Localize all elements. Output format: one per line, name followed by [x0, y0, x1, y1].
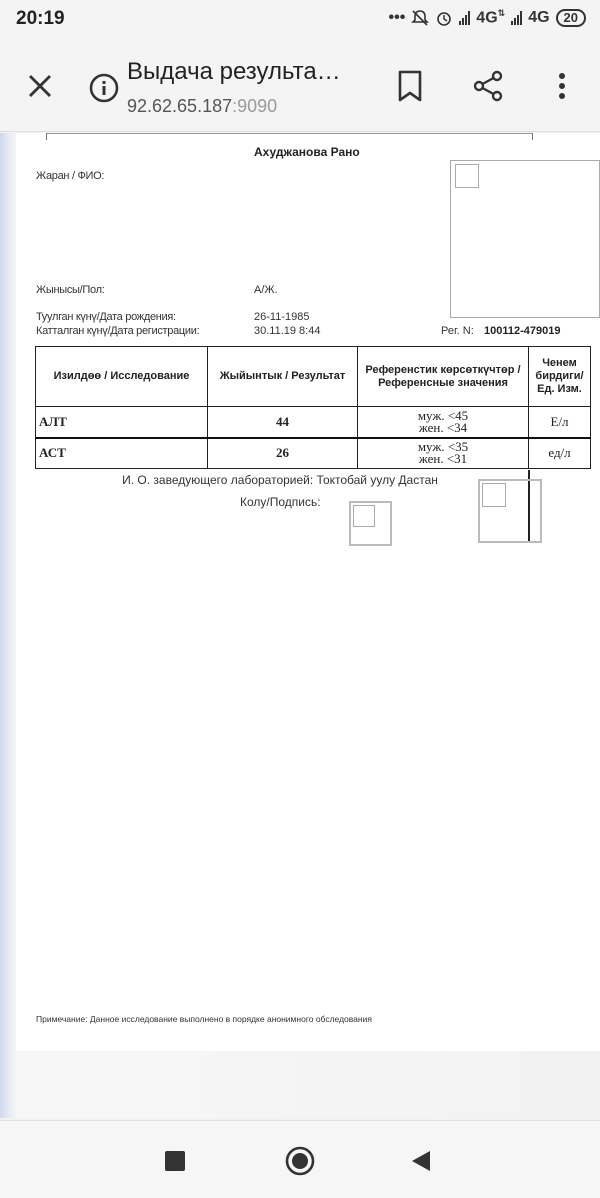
birth-date-value: 26-11-1985 — [254, 311, 310, 323]
browser-toolbar — [0, 40, 600, 132]
rule-tick — [46, 133, 47, 140]
signature-label: Колу/Подпись: — [240, 495, 321, 509]
status-icons — [388, 8, 586, 27]
table-row — [36, 407, 591, 438]
registration-date-label: Катталган күнү/Дата регистрации: — [36, 325, 200, 337]
registration-number-label: Рег. N: — [441, 325, 474, 337]
reference-male: муж. <45 — [417, 407, 469, 423]
results-table — [35, 346, 591, 469]
share-icon — [470, 68, 506, 104]
signal-icon-2 — [511, 11, 522, 25]
bookmark-button[interactable] — [394, 68, 426, 104]
registration-number-value: 100112-479019 — [484, 325, 561, 337]
test-name: АСТ — [36, 438, 208, 469]
birth-date-label: Туулган күнү/Дата рождения: — [36, 311, 176, 323]
test-reference — [358, 407, 529, 438]
test-reference — [358, 438, 529, 469]
broken-image-icon — [353, 505, 375, 527]
site-info-button[interactable] — [88, 72, 120, 104]
system-nav-bar — [0, 1120, 600, 1198]
results-header-row — [36, 347, 591, 407]
broken-image-icon — [482, 483, 506, 507]
document-top-rule — [46, 133, 532, 134]
registration-date-value: 30.11.19 8:44 — [254, 325, 321, 337]
photo-placeholder — [450, 160, 600, 318]
sex-label: Жынысы/Пол: — [36, 284, 105, 296]
reference-female: жен. <34 — [418, 419, 468, 435]
reference-female: жен. <31 — [418, 451, 468, 467]
header-unit: Ченем бирдиги/ Ед. Изм. — [529, 347, 591, 407]
document-note: Примечание: Данное исследование выполнено в порядке анонимного обследования — [36, 1014, 372, 1024]
home-icon[interactable] — [284, 1145, 316, 1177]
patient-name: Ахуджанова Рано — [254, 145, 360, 159]
test-result: 44 — [208, 407, 358, 438]
test-name: АЛТ — [36, 407, 208, 438]
recent-apps-icon[interactable] — [165, 1151, 185, 1171]
alarm-icon — [435, 9, 453, 27]
status-time: 20:19 — [16, 8, 65, 29]
battery-icon: 20 — [556, 9, 586, 27]
broken-image-icon — [455, 164, 479, 188]
info-icon — [88, 72, 120, 104]
share-button[interactable] — [470, 68, 506, 104]
fio-label: Жаран / ФИО: — [36, 170, 105, 182]
stamp-image-placeholder — [478, 479, 542, 543]
bookmark-icon — [394, 68, 426, 104]
back-icon[interactable] — [410, 1149, 432, 1173]
rule-tick — [532, 133, 533, 140]
test-result: 26 — [208, 438, 358, 469]
more-options-button[interactable] — [548, 68, 576, 104]
test-unit: Е/л — [529, 407, 591, 438]
close-icon — [27, 73, 53, 99]
header-result: Жыйынтык / Результат — [208, 347, 358, 407]
notification-dots-icon: ••• — [388, 8, 406, 26]
close-button[interactable] — [22, 68, 58, 104]
lab-manager: И. О. заведующего лабораторией: Токтобай уулу Дастан — [122, 473, 438, 487]
status-bar — [0, 0, 600, 40]
test-unit: ед/л — [529, 438, 591, 469]
signature-image-placeholder — [349, 501, 392, 546]
table-row — [36, 438, 591, 469]
sex-value: А/Ж. — [254, 284, 278, 296]
mute-icon — [411, 9, 429, 27]
signal-icon-1 — [459, 11, 470, 25]
network-type-1: 4G⇅ — [476, 8, 506, 27]
header-test: Изилдөө / Исследование — [36, 347, 208, 407]
reference-male: муж. <35 — [417, 439, 469, 455]
more-vert-icon — [548, 68, 576, 104]
header-reference: Референстик көрсөткүчтөр / Референсные значения — [358, 347, 529, 407]
page-title: Выдача результа… — [127, 58, 341, 85]
network-type-2: 4G — [528, 8, 550, 26]
page-url[interactable]: 92.62.65.187:9090 — [127, 96, 278, 116]
